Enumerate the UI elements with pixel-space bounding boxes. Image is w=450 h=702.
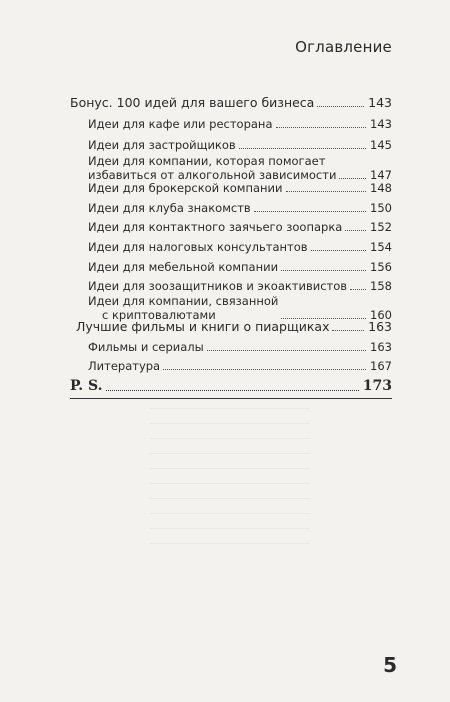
toc-entry-broker[interactable] [88, 181, 392, 195]
section-header: Оглавление [295, 38, 392, 56]
toc-entry-bonus[interactable] [70, 96, 392, 110]
toc-entry-alcohol[interactable] [88, 154, 392, 182]
dot-leader [106, 390, 358, 391]
toc-entry-page: 163 [370, 340, 392, 354]
toc-entry-page: 150 [370, 201, 392, 215]
toc-entry-title: Идеи для кафе или ресторана [88, 117, 273, 131]
toc-entry-title: Идеи для мебельной компании [88, 260, 279, 274]
toc-entry-ps[interactable] [70, 378, 392, 394]
dot-leader [163, 369, 366, 370]
toc-entry-page: 143 [370, 117, 392, 131]
toc-entry-page: 154 [370, 240, 392, 254]
toc-entry-films-series[interactable] [88, 340, 392, 354]
toc-entry-title: Литература [88, 359, 161, 373]
toc-entry-title: Идеи для клуба знакомств [88, 201, 251, 215]
toc-entry-crypto[interactable] [88, 294, 392, 322]
toc-entry-title: Идеи для налоговых консультантов [88, 240, 308, 254]
dot-leader [332, 330, 364, 331]
dot-leader [350, 289, 366, 290]
toc-entry-literature[interactable] [88, 359, 392, 373]
toc-entry-dating[interactable] [88, 201, 392, 215]
toc-entry-tax[interactable] [88, 240, 392, 254]
toc-entry-page: 156 [370, 260, 392, 274]
toc-entry-page: 173 [362, 378, 392, 394]
toc-entry-title: P. S. [70, 378, 103, 394]
dot-leader [286, 191, 367, 192]
toc-entry-title [88, 154, 336, 182]
toc-entry-page: 148 [370, 181, 392, 195]
toc-entry-eco[interactable] [88, 279, 392, 293]
dot-leader [311, 250, 367, 251]
dot-leader [239, 148, 366, 149]
toc-entry-title: Лучшие фильмы и книги о пиарщиках [76, 319, 330, 334]
toc-entry-page: 160 [370, 308, 392, 322]
toc-entry-page: 158 [370, 279, 392, 293]
toc-entry-title: Фильмы и сериалы [88, 340, 204, 354]
toc-entry-title-line1: Идеи для компании, связанной [88, 294, 279, 308]
dot-leader [339, 178, 366, 179]
toc-entry-title: Идеи для застройщиков [88, 138, 236, 152]
toc-entry-petting-zoo[interactable] [88, 220, 392, 234]
toc-entry-developers[interactable] [88, 138, 392, 152]
dot-leader [317, 106, 364, 107]
dot-leader [345, 230, 366, 231]
toc-entry-title: Идеи для брокерской компании [88, 181, 283, 195]
page-number: 5 [383, 653, 397, 677]
toc-entry-page: 143 [368, 95, 392, 110]
toc-entry-title-line2: с криптовалютами [102, 308, 216, 322]
toc-entry-page: 152 [370, 220, 392, 234]
toc-entry-page: 147 [370, 168, 392, 182]
toc-entry-films-books[interactable] [76, 320, 392, 334]
toc-entry-title-line2: избавиться от алкогольной зависимости [88, 168, 337, 182]
dot-leader [207, 350, 366, 351]
toc-entry-page: 167 [370, 359, 392, 373]
toc-entry-cafe[interactable] [88, 117, 392, 131]
toc-entry-furniture[interactable] [88, 260, 392, 274]
toc-entry-page: 163 [368, 319, 392, 334]
show-through-text [150, 408, 310, 548]
toc-entry-page: 145 [370, 138, 392, 152]
dot-leader [276, 127, 367, 128]
toc-entry-title-line1: Идеи для компании, которая помогает [88, 154, 326, 168]
dot-leader [254, 211, 366, 212]
toc-entry-title [88, 294, 278, 322]
toc-entry-title: Идеи для контактного заячьего зоопарка [88, 220, 343, 234]
toc-entry-title: Идеи для зоозащитников и экоактивистов [88, 279, 348, 293]
dot-leader [281, 270, 366, 271]
toc-entry-title: Бонус. 100 идей для вашего бизнеса [70, 95, 315, 110]
divider [70, 398, 392, 399]
